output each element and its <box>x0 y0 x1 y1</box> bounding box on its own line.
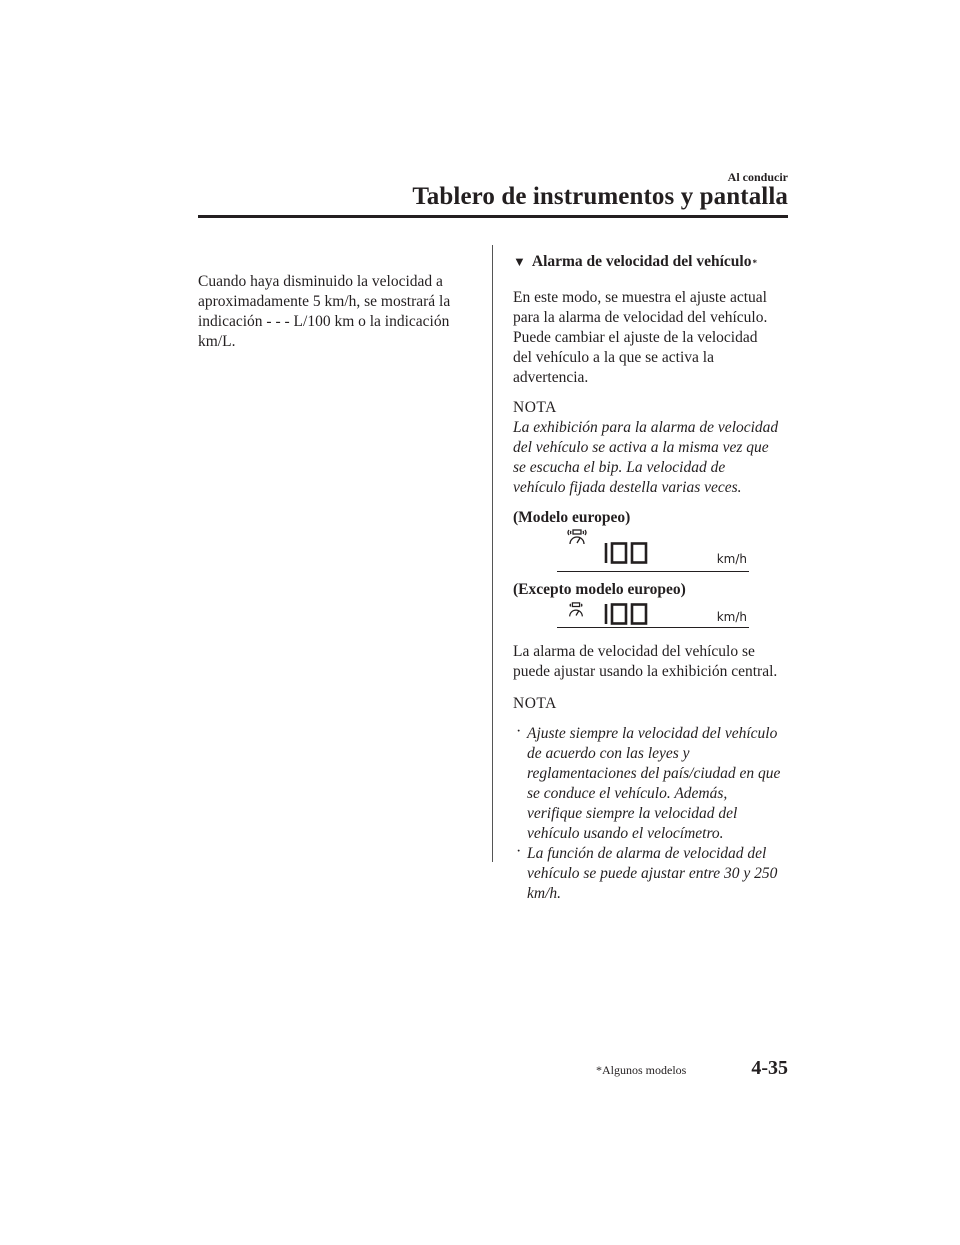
nota-text: La exhibición para la alarma de velocidad del vehículo se activa a la misma vez que se escucha el bip. La velocidad de vehículo fijada destella varias veces. <box>513 419 779 496</box>
european-display <box>557 528 749 572</box>
list-item <box>513 844 796 904</box>
other-model-label: (Excepto modelo europeo) <box>513 581 686 598</box>
paragraph-central-display: La alarma de velocidad del vehículo se puede ajustar usando la exhibición central. <box>513 643 778 680</box>
triangle-marker-icon: ▼ <box>513 254 526 269</box>
display-baseline <box>557 571 749 572</box>
nota-label: NOTA <box>513 695 557 712</box>
display-baseline <box>557 627 749 628</box>
european-model-label: (Modelo europeo) <box>513 509 631 526</box>
page-number: 4-35 <box>751 1057 788 1079</box>
right-column <box>513 252 796 904</box>
section-title: Tablero de instrumentos y pantalla <box>412 183 788 210</box>
footnote-asterisk: * <box>752 258 757 268</box>
subhead-text: Alarma de velocidad del vehículo <box>531 253 752 270</box>
speed-unit: km/h <box>716 552 747 566</box>
paragraph-mode-description: En este modo, se muestra el ajuste actual para la alarma de velocidad del vehículo. Puede cambiar el ajuste de la velocidad del vehículo a la que se activa la advertencia. <box>513 289 768 386</box>
speed-unit: km/h <box>716 610 747 624</box>
list-item-text: La función de alarma de velocidad del vehículo se puede ajustar entre 30 y 250 km/h. <box>527 845 778 902</box>
speed-alarm-gauge-icon <box>567 528 587 550</box>
nota-label: NOTA <box>513 399 557 416</box>
other-display <box>557 600 749 628</box>
list-item <box>513 724 796 844</box>
left-paragraph: Cuando haya disminuido la velocidad a aproximadamente 5 km/h, se mostrará la indicación - - - L/100 km o la indicación km/L. <box>198 273 451 350</box>
footnote: *Algunos modelos <box>596 1063 687 1077</box>
column-divider <box>492 245 493 862</box>
speed-digits <box>603 603 649 625</box>
list-item-text: Ajuste siempre la velocidad del vehículo de acuerdo con las leyes y reglamentaciones del país/ciudad en que se conduce el vehículo. Además, verifique siempre la velocidad del vehículo usando el velocímetro. <box>527 725 781 842</box>
chapter-label: Al conducir <box>727 170 788 184</box>
speed-digits <box>603 542 649 564</box>
subhead <box>513 252 796 273</box>
nota-bullet-list <box>513 724 796 904</box>
bullet-dot-icon: · <box>516 723 522 740</box>
header-rule <box>198 215 788 218</box>
bullet-dot-icon: · <box>516 843 522 860</box>
left-column <box>198 252 478 372</box>
speed-alarm-gauge-icon <box>567 602 585 620</box>
